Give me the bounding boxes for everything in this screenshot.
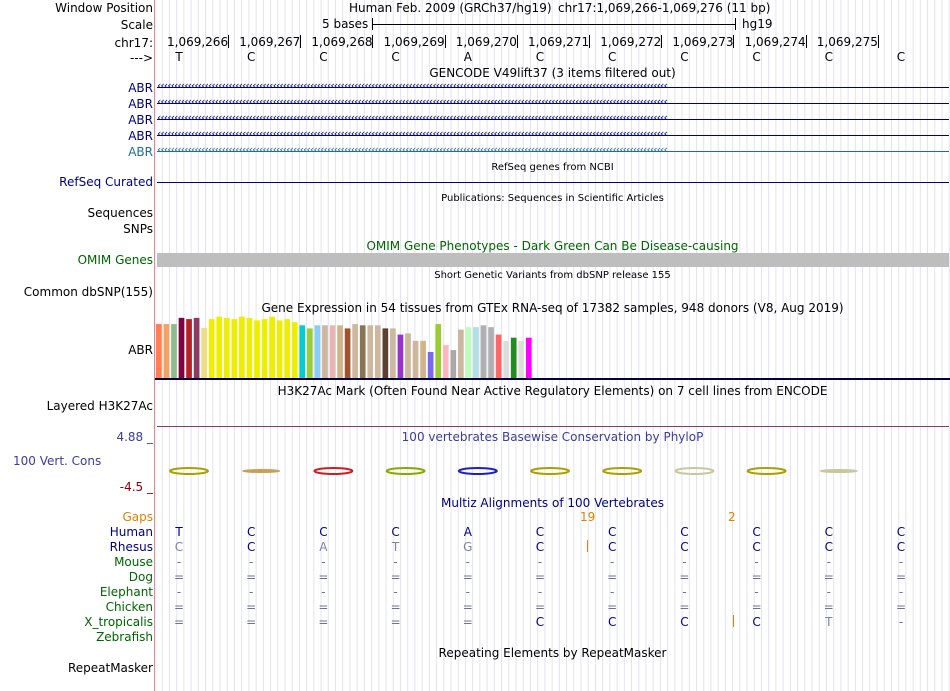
gtex-tissue-bar[interactable] (481, 325, 487, 378)
gencode-transcript-label[interactable]: ABR (128, 97, 153, 111)
alignment-base: T (825, 615, 833, 629)
alignment-base: C (680, 540, 689, 554)
gtex-tissue-bar[interactable] (390, 328, 396, 378)
insertion-mark (733, 615, 734, 627)
alignment-base: = (390, 570, 401, 584)
gtex-tissue-bar[interactable] (473, 327, 479, 378)
gtex-tissue-bar[interactable] (375, 325, 381, 378)
gap-count-1: 19 (580, 510, 596, 524)
species-label[interactable]: Rhesus (109, 540, 153, 554)
species-label[interactable]: Elephant (99, 585, 153, 599)
alignment-base: = (751, 570, 762, 584)
alignment-base: = (751, 600, 762, 614)
chrom-label: chr17: (114, 36, 153, 50)
alignment-base: C (680, 615, 689, 629)
gtex-tissue-bar[interactable] (209, 319, 215, 378)
base-letter: C (535, 50, 545, 64)
phylop-logos[interactable] (155, 460, 950, 480)
alignment-base: - (537, 585, 543, 599)
alignment-base: - (898, 585, 904, 599)
gtex-tissue-bar[interactable] (232, 319, 238, 378)
phylop-track-title: 100 vertebrates Basewise Conservation by PhyloP (401, 430, 704, 444)
coordinate-label: 1,069,273 (672, 35, 734, 49)
refseq-track-title: RefSeq genes from NCBI (491, 162, 614, 173)
alignment-base: C (824, 525, 833, 539)
alignment-base: - (465, 555, 470, 569)
alignment-base: A (463, 525, 472, 539)
alignment-base: - (826, 555, 831, 569)
omim-track-title: OMIM Gene Phenotypes - Dark Green Can Be Disease-causing (366, 239, 739, 253)
coordinate-label: 1,069,270 (455, 35, 517, 49)
gtex-tissue-bar[interactable] (413, 341, 419, 378)
conservation-logo (314, 468, 352, 474)
gap-count-2: 2 (728, 510, 736, 524)
alignment-base: = (318, 570, 329, 584)
gencode-transcript-label[interactable]: ABR (128, 113, 153, 127)
alignment-base: C (752, 540, 761, 554)
strand-chevrons: ‹‹‹‹‹‹‹‹‹‹‹‹‹‹‹‹‹‹‹‹‹‹‹‹‹‹‹‹‹‹‹‹‹‹‹‹‹‹‹‹‹‹‹‹‹‹‹‹‹‹‹‹‹‹‹‹‹‹‹‹‹‹‹‹‹‹‹‹‹‹‹‹‹‹‹‹‹‹‹‹‹‹‹‹‹‹‹‹‹‹‹‹‹‹‹‹‹‹‹‹‹‹‹‹‹‹‹‹‹‹‹‹‹‹‹‹‹‹‹‹‹‹‹‹‹‹‹‹‹‹‹‹‹‹‹‹‹‹‹‹‹‹‹‹‹‹‹‹‹‹ (157, 127, 667, 140)
coordinate-tick (372, 35, 373, 48)
gtex-tissue-bar[interactable] (262, 319, 268, 378)
publications-track-title: Publications: Sequences in Scientific Articles (441, 193, 664, 204)
conservation-logo (387, 468, 425, 474)
gtex-tissue-bar[interactable] (292, 322, 298, 378)
alignment-base: C (535, 615, 545, 629)
gencode-transcript-label[interactable]: ABR (128, 145, 153, 159)
gtex-tissue-bar[interactable] (518, 341, 524, 378)
conservation-logo (821, 470, 857, 472)
base-letter: C (824, 50, 833, 64)
gaps-label: Gaps (122, 510, 153, 524)
species-label[interactable]: Mouse (114, 555, 153, 569)
strand-chevrons: ‹‹‹‹‹‹‹‹‹‹‹‹‹‹‹‹‹‹‹‹‹‹‹‹‹‹‹‹‹‹‹‹‹‹‹‹‹‹‹‹‹‹‹‹‹‹‹‹‹‹‹‹‹‹‹‹‹‹‹‹‹‹‹‹‹‹‹‹‹‹‹‹‹‹‹‹‹‹‹‹‹‹‹‹‹‹‹‹‹‹‹‹‹‹‹‹‹‹‹‹‹‹‹‹‹‹‹‹‹‹‹‹‹‹‹‹‹‹‹‹‹‹‹‹‹‹‹‹‹‹‹‹‹‹‹‹‹‹‹‹‹‹‹‹‹‹‹‹‹‹ (157, 95, 667, 108)
alignment-base: C (319, 525, 328, 539)
coordinate-tick (300, 35, 301, 48)
repeatmasker-track-title: Repeating Elements by RepeatMasker (438, 646, 667, 660)
gtex-tissue-bar[interactable] (307, 328, 313, 378)
gtex-tissue-bar[interactable] (284, 319, 290, 378)
alignment-base: = (462, 600, 473, 614)
alignment-base: - (249, 555, 254, 569)
species-label[interactable]: Human (109, 525, 153, 539)
alignment-base: C (246, 525, 256, 539)
alignment-base: - (321, 555, 326, 569)
refseq-gene-line[interactable] (157, 182, 949, 183)
alignment-base: = (173, 600, 185, 614)
alignment-base: = (390, 600, 401, 614)
coordinate-tick (445, 35, 446, 48)
alignment-base: - (754, 585, 759, 599)
alignment-base: = (895, 600, 907, 614)
coordinate-tick (661, 35, 662, 48)
h3k27ac-baseline (157, 426, 949, 427)
coordinate-label: 1,069,267 (239, 35, 301, 49)
alignment-base: - (682, 585, 687, 599)
gtex-tissue-bar[interactable] (526, 338, 532, 378)
gtex-tissue-bar[interactable] (201, 328, 207, 378)
coordinate-label: 1,069,271 (528, 35, 590, 49)
alignment-base: A (319, 540, 328, 554)
alignment-base: C (535, 525, 545, 539)
coordinate-label: 1,069,272 (600, 35, 662, 49)
h3k27ac-track-label[interactable]: Layered H3K27Ac (46, 399, 153, 413)
alignment-base: G (463, 540, 473, 554)
gtex-tissue-bar[interactable] (216, 317, 222, 378)
insertion-mark (587, 540, 588, 552)
alignment-base: C (535, 540, 545, 554)
base-letter: C (607, 50, 617, 64)
repeatmasker-track-label[interactable]: RepeatMasker (67, 661, 153, 675)
coordinate-tick (589, 35, 590, 48)
alignment-base: - (393, 555, 398, 569)
gtex-tissue-bar[interactable] (398, 335, 404, 378)
alignment-base: T (175, 525, 183, 539)
alignment-base: - (826, 585, 831, 599)
alignment-base: C (607, 540, 617, 554)
gtex-tissue-bar[interactable] (511, 338, 517, 378)
gencode-track-title: GENCODE V49lift37 (3 items filtered out) (429, 66, 676, 80)
alignment-base: C (246, 540, 256, 554)
coordinate-tick (228, 35, 229, 48)
base-letter: C (391, 50, 400, 64)
alignment-base: = (679, 600, 690, 614)
gtex-tissue-bar[interactable] (367, 325, 373, 378)
gtex-tissue-bar[interactable] (428, 352, 434, 378)
gtex-tissue-bar[interactable] (466, 327, 472, 378)
alignment-base: - (610, 585, 615, 599)
alignment-base: - (465, 585, 470, 599)
gtex-tissue-bar[interactable] (179, 318, 185, 378)
scale-text: 5 bases (322, 17, 369, 31)
alignment-base: C (174, 540, 184, 554)
alignment-base: = (246, 570, 257, 584)
species-label[interactable]: Dog (128, 570, 153, 584)
alignment-base: = (173, 615, 185, 629)
gtex-tissue-bar[interactable] (269, 317, 275, 378)
gtex-tissue-bar[interactable] (247, 318, 253, 378)
conservation-logo (170, 468, 208, 474)
gencode-transcript-label[interactable]: ABR (128, 81, 153, 95)
alignment-base: - (393, 585, 398, 599)
gtex-tissue-bar[interactable] (488, 327, 494, 378)
alignment-base: - (176, 585, 182, 599)
alignment-base: - (176, 555, 182, 569)
dbsnp-track-title: Short Genetic Variants from dbSNP release 155 (434, 270, 671, 281)
alignment-base: - (898, 615, 904, 629)
base-letter: C (896, 50, 906, 64)
alignment-base: C (896, 525, 906, 539)
gtex-tissue-bar[interactable] (383, 328, 389, 378)
gtex-tissue-bar[interactable] (330, 325, 336, 378)
alignment-base: = (246, 600, 257, 614)
species-label[interactable]: Chicken (105, 600, 153, 614)
omim-track-label[interactable]: OMIM Genes (77, 253, 153, 267)
scale-bar (372, 18, 736, 30)
species-label[interactable]: Zebrafish (96, 630, 153, 644)
alignment-base: = (534, 570, 546, 584)
alignment-base: C (680, 525, 689, 539)
gtex-tissue-bar[interactable] (156, 324, 162, 378)
phylop-max-label: 4.88 _ (116, 430, 153, 444)
coordinate-tick (517, 35, 518, 48)
alignment-base: = (318, 615, 329, 629)
phylop-track-label[interactable]: 100 Vert. Cons (13, 454, 102, 468)
alignment-base: = (895, 570, 907, 584)
alignment-base: C (752, 525, 761, 539)
alignment-base: - (610, 555, 615, 569)
gtex-tissue-bar[interactable] (299, 325, 305, 378)
gtex-tissue-bar[interactable] (450, 350, 456, 378)
alignment-base: C (607, 525, 617, 539)
gtex-track-title: Gene Expression in 54 tissues from GTEx RNA-seq of 17382 samples, 948 donors (V8, Aug 2019) (261, 301, 844, 315)
alignment-base: = (823, 600, 834, 614)
alignment-base: = (173, 570, 185, 584)
position-readout: chr17:1,069,266-1,069,276 (11 bp) (558, 1, 771, 15)
gtex-tissue-bar[interactable] (443, 345, 449, 378)
alignment-base: - (321, 585, 326, 599)
scale-db-label: hg19 (742, 17, 773, 31)
alignment-base: C (607, 615, 617, 629)
alignment-base: T (391, 540, 400, 554)
alignment-base: C (391, 525, 400, 539)
snps-track-label[interactable]: SNPs (123, 222, 153, 236)
gtex-tissue-bar[interactable] (420, 341, 426, 378)
conservation-logo (459, 468, 497, 474)
gtex-tissue-bar[interactable] (164, 324, 170, 378)
window-position-label: Window Position (55, 1, 153, 15)
alignment-base: = (534, 600, 546, 614)
publications-track-label[interactable]: Sequences (87, 206, 153, 220)
alignment-base: - (249, 585, 254, 599)
alignment-base: = (607, 600, 618, 614)
alignment-base: = (679, 570, 690, 584)
conservation-logo (748, 468, 786, 474)
alignment-base: - (754, 555, 759, 569)
alignment-base: = (246, 615, 257, 629)
base-letter: C (752, 50, 761, 64)
strand-chevrons: ‹‹‹‹‹‹‹‹‹‹‹‹‹‹‹‹‹‹‹‹‹‹‹‹‹‹‹‹‹‹‹‹‹‹‹‹‹‹‹‹‹‹‹‹‹‹‹‹‹‹‹‹‹‹‹‹‹‹‹‹‹‹‹‹‹‹‹‹‹‹‹‹‹‹‹‹‹‹‹‹‹‹‹‹‹‹‹‹‹‹‹‹‹‹‹‹‹‹‹‹‹‹‹‹‹‹‹‹‹‹‹‹‹‹‹‹‹‹‹‹‹‹‹‹‹‹‹‹‹‹‹‹‹‹‹‹‹‹‹‹‹‹‹‹‹‹‹‹‹‹ (157, 79, 667, 92)
coordinate-label: 1,069,275 (816, 35, 878, 49)
omim-gene-bar[interactable] (157, 253, 949, 267)
conservation-logo (603, 468, 641, 474)
gtex-tissue-bar[interactable] (186, 319, 192, 378)
gtex-tissue-bar[interactable] (254, 320, 260, 378)
gencode-transcript-label[interactable]: ABR (128, 129, 153, 143)
gtex-tissue-bar[interactable] (360, 325, 366, 378)
base-letter: C (680, 50, 689, 64)
phylop-min-label: -4.5 _ (119, 480, 153, 494)
alignment-base: = (462, 615, 473, 629)
coordinate-label: 1,069,274 (744, 35, 806, 49)
alignment-base: C (896, 540, 906, 554)
gtex-tissue-bar[interactable] (405, 333, 411, 378)
gtex-tissue-bar[interactable] (239, 317, 245, 378)
gtex-tissue-bar[interactable] (171, 324, 177, 378)
multiz-track-title: Multiz Alignments of 100 Vertebrates (440, 496, 665, 510)
gtex-tissue-bar[interactable] (503, 341, 509, 378)
gtex-tissue-bar[interactable] (277, 320, 283, 378)
gtex-bar-graph[interactable] (155, 316, 950, 382)
base-letter: T (175, 50, 183, 64)
conservation-logo (675, 468, 713, 474)
gtex-tissue-bar[interactable] (224, 318, 230, 378)
strand-chevrons: ‹‹‹‹‹‹‹‹‹‹‹‹‹‹‹‹‹‹‹‹‹‹‹‹‹‹‹‹‹‹‹‹‹‹‹‹‹‹‹‹‹‹‹‹‹‹‹‹‹‹‹‹‹‹‹‹‹‹‹‹‹‹‹‹‹‹‹‹‹‹‹‹‹‹‹‹‹‹‹‹‹‹‹‹‹‹‹‹‹‹‹‹‹‹‹‹‹‹‹‹‹‹‹‹‹‹‹‹‹‹‹‹‹‹‹‹‹‹‹‹‹‹‹‹‹‹‹‹‹‹‹‹‹‹‹‹‹‹‹‹‹‹‹‹‹‹‹‹‹‹ (157, 111, 667, 124)
coordinate-tick (878, 35, 879, 48)
alignment-base: = (462, 570, 473, 584)
conservation-logo (243, 470, 279, 472)
base-letter: C (246, 50, 256, 64)
strand-label: ---> (129, 51, 153, 65)
alignment-base: = (823, 570, 834, 584)
h3k27ac-track-title: H3K27Ac Mark (Often Found Near Active Regulatory Elements) on 7 cell lines from ENCODE (277, 384, 828, 398)
gtex-tissue-bar[interactable] (458, 330, 464, 378)
coordinate-tick (806, 35, 807, 48)
gtex-tissue-bar[interactable] (352, 324, 358, 378)
alignment-base: C (824, 540, 833, 554)
gtex-tissue-bar[interactable] (194, 318, 200, 378)
alignment-base: C (752, 615, 761, 629)
dbsnp-track-label[interactable]: Common dbSNP(155) (23, 285, 153, 299)
gtex-tissue-bar[interactable] (435, 324, 441, 378)
strand-chevrons: ‹‹‹‹‹‹‹‹‹‹‹‹‹‹‹‹‹‹‹‹‹‹‹‹‹‹‹‹‹‹‹‹‹‹‹‹‹‹‹‹‹‹‹‹‹‹‹‹‹‹‹‹‹‹‹‹‹‹‹‹‹‹‹‹‹‹‹‹‹‹‹‹‹‹‹‹‹‹‹‹‹‹‹‹‹‹‹‹‹‹‹‹‹‹‹‹‹‹‹‹‹‹‹‹‹‹‹‹‹‹‹‹‹‹‹‹‹‹‹‹‹‹‹‹‹‹‹‹‹‹‹‹‹‹‹‹‹‹‹‹‹‹‹‹‹‹‹‹‹‹ (157, 143, 667, 156)
base-letter: C (319, 50, 328, 64)
alignment-base: = (318, 600, 329, 614)
alignment-base: = (390, 615, 401, 629)
scale-label: Scale (120, 18, 153, 32)
coordinate-tick (733, 35, 734, 48)
coordinate-label: 1,069,269 (383, 35, 445, 49)
gtex-tissue-bar[interactable] (322, 325, 328, 378)
coordinate-label: 1,069,268 (311, 35, 373, 49)
assembly-title: Human Feb. 2009 (GRCh37/hg19) (349, 1, 552, 15)
alignment-base: = (607, 570, 618, 584)
gtex-tissue-bar[interactable] (315, 325, 321, 378)
alignment-base: - (537, 555, 543, 569)
gtex-tissue-bar[interactable] (337, 325, 343, 378)
coordinate-label: 1,069,266 (167, 35, 229, 49)
gtex-track-label[interactable]: ABR (128, 343, 153, 357)
species-label[interactable]: X_tropicalis (84, 615, 153, 629)
refseq-track-label[interactable]: RefSeq Curated (59, 175, 153, 189)
conservation-logo (531, 468, 569, 474)
base-letter: A (463, 50, 472, 64)
alignment-base: - (898, 555, 904, 569)
gtex-tissue-bar[interactable] (345, 328, 351, 378)
gtex-tissue-bar[interactable] (496, 335, 502, 378)
gtex-baseline (155, 378, 950, 380)
alignment-base: - (682, 555, 687, 569)
